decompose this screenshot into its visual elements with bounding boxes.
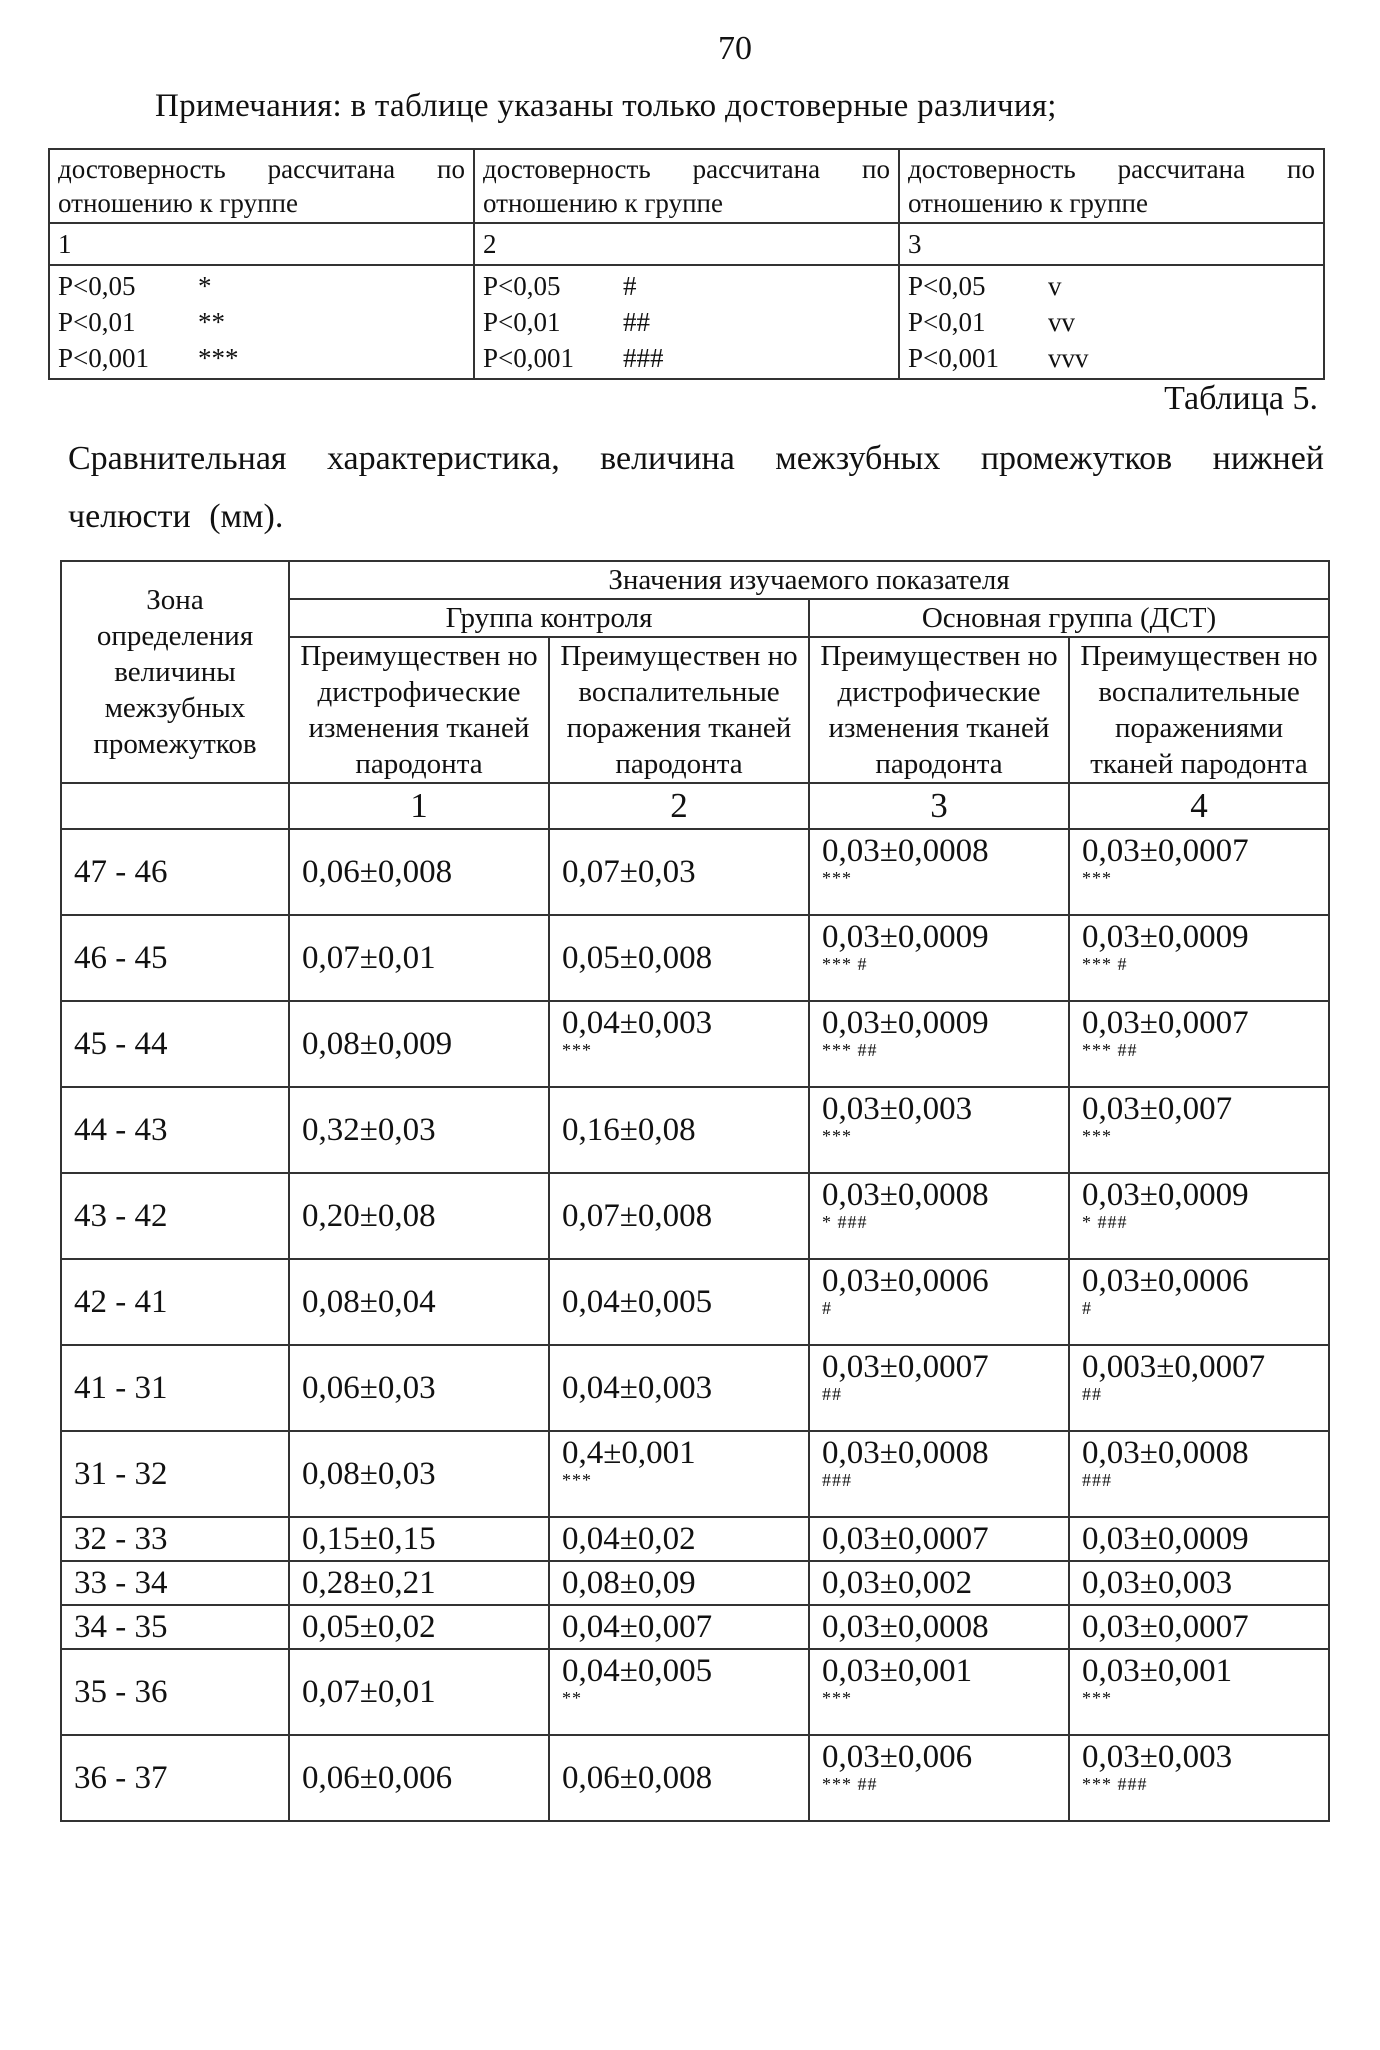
legend-header-cell bbox=[49, 149, 474, 223]
value-cell bbox=[549, 1431, 809, 1517]
value-cell bbox=[1069, 1605, 1329, 1649]
value-cell bbox=[809, 1605, 1069, 1649]
value-cell bbox=[549, 829, 809, 915]
value-cell bbox=[809, 829, 1069, 915]
p-value-label: P<0,001 bbox=[483, 343, 574, 373]
mean-value: 0,03±0,003 bbox=[1082, 1564, 1233, 1601]
significance-mark: *** bbox=[1082, 1688, 1112, 1708]
significance-entry bbox=[58, 304, 465, 340]
legend-group-row bbox=[49, 223, 1324, 265]
significance-mark: *** ## bbox=[1082, 1040, 1138, 1060]
significance-mark: *** bbox=[822, 868, 852, 888]
zone-cell: 43 - 42 bbox=[61, 1173, 289, 1259]
zone-cell: 42 - 41 bbox=[61, 1259, 289, 1345]
table-row bbox=[61, 1561, 1329, 1605]
mean-value: 0,04±0,005 bbox=[562, 1283, 713, 1320]
table-row bbox=[61, 829, 1329, 915]
mean-value: 0,03±0,0006 bbox=[1082, 1263, 1249, 1299]
significance-mark: *** bbox=[1082, 868, 1112, 888]
value-cell bbox=[1069, 1517, 1329, 1561]
value-cell bbox=[289, 1173, 549, 1259]
significance-symbol: v bbox=[1048, 271, 1062, 301]
significance-mark: *** ## bbox=[822, 1040, 878, 1060]
legend-header-row bbox=[49, 149, 1324, 223]
value-cell bbox=[1069, 1735, 1329, 1821]
value-cell bbox=[549, 1561, 809, 1605]
legend-group-number: 3 bbox=[899, 223, 1324, 265]
value-cell bbox=[549, 1087, 809, 1173]
value-cell bbox=[1069, 1173, 1329, 1259]
mean-value: 0,03±0,0008 bbox=[822, 1608, 989, 1645]
mean-value: 0,08±0,09 bbox=[562, 1564, 696, 1601]
table-body bbox=[61, 829, 1329, 1821]
significance-mark: # bbox=[822, 1298, 832, 1318]
significance-symbol: *** bbox=[198, 343, 239, 373]
significance-symbol: vvv bbox=[1048, 343, 1089, 373]
value-cell bbox=[289, 1735, 549, 1821]
legend-group-number: 2 bbox=[474, 223, 899, 265]
legend-header-cell bbox=[899, 149, 1324, 223]
table-row bbox=[61, 1649, 1329, 1735]
significance-mark: ## bbox=[822, 1384, 842, 1404]
zone-cell: 45 - 44 bbox=[61, 1001, 289, 1087]
value-cell bbox=[809, 1561, 1069, 1605]
interdental-gap-table bbox=[60, 560, 1330, 1822]
mean-value: 0,03±0,001 bbox=[822, 1653, 973, 1689]
zone-cell: 35 - 36 bbox=[61, 1649, 289, 1735]
significance-mark: ### bbox=[1082, 1470, 1112, 1490]
mean-value: 0,03±0,0009 bbox=[1082, 1520, 1249, 1557]
value-cell bbox=[549, 1605, 809, 1649]
table-title: Сравнительная характеристика, величина межзубных промежутков нижней челюсти (мм). bbox=[68, 440, 1324, 535]
mean-value: 0,03±0,0007 bbox=[1082, 833, 1249, 869]
mean-value: 0,08±0,04 bbox=[302, 1283, 436, 1320]
value-cell bbox=[289, 1087, 549, 1173]
value-cell bbox=[809, 1735, 1069, 1821]
mean-value: 0,06±0,006 bbox=[302, 1759, 453, 1796]
column-number-blank bbox=[61, 783, 289, 829]
significance-entry bbox=[58, 268, 465, 304]
column-number-row bbox=[61, 783, 1329, 829]
significance-mark: *** ## bbox=[822, 1774, 878, 1794]
legend-group-number: 1 bbox=[49, 223, 474, 265]
significance-mark: * ### bbox=[1082, 1212, 1128, 1232]
value-cell bbox=[1069, 1649, 1329, 1735]
legend-significance-cell bbox=[49, 265, 474, 379]
zone-cell: 33 - 34 bbox=[61, 1561, 289, 1605]
column-number: 1 bbox=[289, 783, 549, 829]
value-cell bbox=[549, 915, 809, 1001]
notes-line: Примечания: в таблице указаны только достоверные различия; bbox=[155, 88, 1057, 124]
table-caption: Таблица 5. bbox=[1164, 380, 1318, 417]
significance-mark: ** bbox=[562, 1688, 582, 1708]
mean-value: 0,07±0,03 bbox=[562, 853, 696, 890]
significance-mark: *** # bbox=[1082, 954, 1128, 974]
significance-mark: *** ### bbox=[1082, 1774, 1148, 1794]
significance-mark: * ### bbox=[822, 1212, 868, 1232]
mean-value: 0,03±0,0007 bbox=[822, 1349, 989, 1385]
mean-value: 0,03±0,0008 bbox=[1082, 1435, 1249, 1471]
value-cell bbox=[549, 1517, 809, 1561]
significance-entry bbox=[908, 304, 1315, 340]
mean-value: 0,03±0,003 bbox=[1082, 1739, 1233, 1775]
legend-header-text: достоверность рассчитана по отношению к группе bbox=[908, 154, 1315, 218]
mean-value: 0,04±0,005 bbox=[562, 1653, 713, 1689]
significance-entry bbox=[483, 268, 890, 304]
zone-cell: 36 - 37 bbox=[61, 1735, 289, 1821]
zone-cell: 41 - 31 bbox=[61, 1345, 289, 1431]
mean-value: 0,03±0,0007 bbox=[1082, 1608, 1249, 1645]
table-row bbox=[61, 915, 1329, 1001]
value-cell bbox=[1069, 1087, 1329, 1173]
legend-header-text: достоверность рассчитана по отношению к группе bbox=[58, 154, 465, 218]
significance-mark: *** bbox=[562, 1470, 592, 1490]
table-row bbox=[61, 1087, 1329, 1173]
subgroup-header: Преимуществен но дистрофические изменения тканей пародонта bbox=[809, 637, 1069, 783]
significance-legend-table bbox=[48, 148, 1325, 380]
mean-value: 0,06±0,03 bbox=[302, 1369, 436, 1406]
significance-symbol: ** bbox=[198, 307, 225, 337]
table-row bbox=[61, 1259, 1329, 1345]
header-row-top bbox=[61, 561, 1329, 599]
column-number: 2 bbox=[549, 783, 809, 829]
value-cell bbox=[1069, 1345, 1329, 1431]
mean-value: 0,03±0,0009 bbox=[822, 1005, 989, 1041]
mean-value: 0,03±0,0008 bbox=[822, 833, 989, 869]
value-cell bbox=[549, 1259, 809, 1345]
value-cell bbox=[809, 1173, 1069, 1259]
legend-significance-cell bbox=[899, 265, 1324, 379]
mean-value: 0,08±0,009 bbox=[302, 1025, 453, 1062]
value-cell bbox=[809, 915, 1069, 1001]
significance-entry bbox=[908, 268, 1315, 304]
zone-cell: 47 - 46 bbox=[61, 829, 289, 915]
value-cell bbox=[289, 1649, 549, 1735]
p-value-label: P<0,05 bbox=[58, 271, 136, 301]
legend-header-cell bbox=[474, 149, 899, 223]
mean-value: 0,07±0,01 bbox=[302, 1673, 436, 1710]
mean-value: 0,003±0,0007 bbox=[1082, 1349, 1266, 1385]
value-cell bbox=[1069, 1259, 1329, 1345]
main-group-header: Основная группа (ДСТ) bbox=[809, 599, 1329, 637]
control-group-header: Группа контроля bbox=[289, 599, 809, 637]
value-cell bbox=[1069, 1431, 1329, 1517]
p-value-label: P<0,01 bbox=[483, 307, 561, 337]
p-value-label: P<0,001 bbox=[58, 343, 149, 373]
mean-value: 0,03±0,007 bbox=[1082, 1091, 1233, 1127]
significance-entry bbox=[908, 340, 1315, 376]
mean-value: 0,15±0,15 bbox=[302, 1520, 436, 1557]
value-cell bbox=[1069, 1561, 1329, 1605]
significance-mark: ### bbox=[822, 1470, 852, 1490]
legend-significance-row bbox=[49, 265, 1324, 379]
mean-value: 0,4±0,001 bbox=[562, 1435, 696, 1471]
significance-symbol: ## bbox=[623, 307, 650, 337]
legend-significance-cell bbox=[474, 265, 899, 379]
zone-cell: 31 - 32 bbox=[61, 1431, 289, 1517]
value-cell bbox=[809, 1001, 1069, 1087]
subgroup-header: Преимуществен но воспалительные поражениями тканей пародонта bbox=[1069, 637, 1329, 783]
value-cell bbox=[1069, 1001, 1329, 1087]
value-cell bbox=[289, 1259, 549, 1345]
value-cell bbox=[809, 1517, 1069, 1561]
p-value-label: P<0,01 bbox=[58, 307, 136, 337]
significance-entry bbox=[483, 304, 890, 340]
value-cell bbox=[549, 1649, 809, 1735]
value-cell bbox=[289, 1001, 549, 1087]
value-cell bbox=[809, 1649, 1069, 1735]
mean-value: 0,07±0,01 bbox=[302, 939, 436, 976]
mean-value: 0,03±0,0006 bbox=[822, 1263, 989, 1299]
zone-cell: 32 - 33 bbox=[61, 1517, 289, 1561]
table-row bbox=[61, 1001, 1329, 1087]
page-number: 70 bbox=[718, 30, 752, 67]
value-cell bbox=[549, 1735, 809, 1821]
mean-value: 0,05±0,02 bbox=[302, 1608, 436, 1645]
value-cell bbox=[809, 1259, 1069, 1345]
significance-mark: *** bbox=[822, 1126, 852, 1146]
table-row bbox=[61, 1735, 1329, 1821]
significance-mark: ## bbox=[1082, 1384, 1102, 1404]
significance-entry bbox=[483, 340, 890, 376]
value-cell bbox=[809, 1431, 1069, 1517]
subgroup-header: Преимуществен но воспалительные поражения тканей пародонта bbox=[549, 637, 809, 783]
p-value-label: P<0,05 bbox=[483, 271, 561, 301]
value-cell bbox=[289, 1345, 549, 1431]
mean-value: 0,03±0,002 bbox=[822, 1564, 973, 1601]
table-row bbox=[61, 1345, 1329, 1431]
mean-value: 0,03±0,0007 bbox=[1082, 1005, 1249, 1041]
value-cell bbox=[549, 1345, 809, 1431]
zone-header: Зона определения величины межзубных промежутков bbox=[61, 561, 289, 783]
p-value-label: P<0,05 bbox=[908, 271, 986, 301]
mean-value: 0,04±0,007 bbox=[562, 1608, 713, 1645]
value-cell bbox=[289, 915, 549, 1001]
mean-value: 0,03±0,0008 bbox=[822, 1177, 989, 1213]
value-cell bbox=[289, 1517, 549, 1561]
column-number: 4 bbox=[1069, 783, 1329, 829]
mean-value: 0,06±0,008 bbox=[302, 853, 453, 890]
significance-mark: # bbox=[1082, 1298, 1092, 1318]
value-cell bbox=[549, 1001, 809, 1087]
mean-value: 0,04±0,003 bbox=[562, 1005, 713, 1041]
mean-value: 0,03±0,0009 bbox=[822, 919, 989, 955]
value-cell bbox=[549, 1173, 809, 1259]
significance-mark: *** bbox=[822, 1688, 852, 1708]
mean-value: 0,03±0,0007 bbox=[822, 1520, 989, 1557]
mean-value: 0,07±0,008 bbox=[562, 1197, 713, 1234]
significance-symbol: # bbox=[623, 271, 637, 301]
mean-value: 0,06±0,008 bbox=[562, 1759, 713, 1796]
significance-mark: *** # bbox=[822, 954, 868, 974]
value-cell bbox=[809, 1345, 1069, 1431]
significance-mark: *** bbox=[562, 1040, 592, 1060]
value-cell bbox=[289, 1605, 549, 1649]
mean-value: 0,08±0,03 bbox=[302, 1455, 436, 1492]
significance-entry bbox=[58, 340, 465, 376]
mean-value: 0,03±0,006 bbox=[822, 1739, 973, 1775]
mean-value: 0,05±0,008 bbox=[562, 939, 713, 976]
mean-value: 0,32±0,03 bbox=[302, 1111, 436, 1148]
significance-symbol: vv bbox=[1048, 307, 1075, 337]
column-number: 3 bbox=[809, 783, 1069, 829]
mean-value: 0,03±0,003 bbox=[822, 1091, 973, 1127]
table-row bbox=[61, 1517, 1329, 1561]
value-cell bbox=[289, 1431, 549, 1517]
table-row bbox=[61, 1605, 1329, 1649]
mean-value: 0,03±0,0009 bbox=[1082, 1177, 1249, 1213]
significance-symbol: ### bbox=[623, 343, 664, 373]
p-value-label: P<0,01 bbox=[908, 307, 986, 337]
mean-value: 0,20±0,08 bbox=[302, 1197, 436, 1234]
zone-cell: 46 - 45 bbox=[61, 915, 289, 1001]
table-row bbox=[61, 1431, 1329, 1517]
zone-cell: 44 - 43 bbox=[61, 1087, 289, 1173]
significance-symbol: * bbox=[198, 271, 212, 301]
value-cell bbox=[289, 1561, 549, 1605]
mean-value: 0,04±0,003 bbox=[562, 1369, 713, 1406]
value-cell bbox=[289, 829, 549, 915]
mean-value: 0,04±0,02 bbox=[562, 1520, 696, 1557]
values-header: Значения изучаемого показателя bbox=[289, 561, 1329, 599]
value-cell bbox=[1069, 829, 1329, 915]
mean-value: 0,03±0,0008 bbox=[822, 1435, 989, 1471]
legend-header-text: достоверность рассчитана по отношению к группе bbox=[483, 154, 890, 218]
mean-value: 0,03±0,001 bbox=[1082, 1653, 1233, 1689]
mean-value: 0,16±0,08 bbox=[562, 1111, 696, 1148]
mean-value: 0,03±0,0009 bbox=[1082, 919, 1249, 955]
p-value-label: P<0,001 bbox=[908, 343, 999, 373]
table-row bbox=[61, 1173, 1329, 1259]
value-cell bbox=[1069, 915, 1329, 1001]
subgroup-header: Преимуществен но дистрофические изменения тканей пародонта bbox=[289, 637, 549, 783]
mean-value: 0,28±0,21 bbox=[302, 1564, 436, 1601]
significance-mark: *** bbox=[1082, 1126, 1112, 1146]
value-cell bbox=[809, 1087, 1069, 1173]
zone-cell: 34 - 35 bbox=[61, 1605, 289, 1649]
